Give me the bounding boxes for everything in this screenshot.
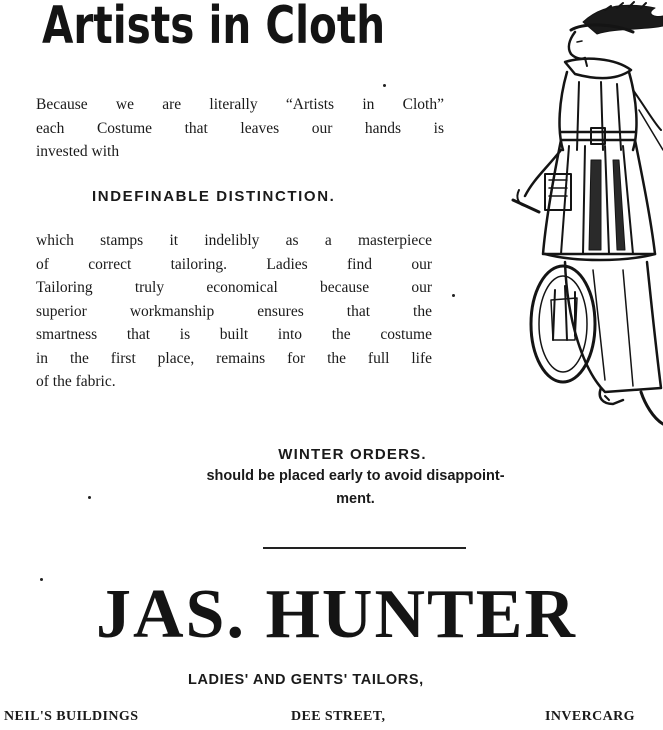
address-town: INVERCARG: [545, 709, 635, 724]
body-line: which stamps it indelibly as a masterpiece: [36, 232, 432, 249]
address-building: NEIL'S BUILDINGS: [4, 709, 139, 724]
intro-line: each Costume that leaves our hands is: [36, 119, 444, 137]
print-speck: [40, 578, 43, 581]
body-line: in the first place, remains for the full life: [36, 349, 432, 367]
intro-line: invested with: [36, 143, 120, 160]
address-street: DEE STREET,: [291, 709, 386, 724]
body-line: of correct tailoring. Ladies find our: [36, 255, 432, 273]
headline: Artists in Cloth: [42, 0, 386, 56]
body-line: superior workmanship ensures that the: [36, 302, 432, 320]
body-line: of the fabric.: [36, 373, 116, 390]
divider-rule: [263, 547, 466, 549]
body-paragraph: [36, 229, 432, 394]
body-line: smartness that is built into the costume: [36, 326, 432, 343]
distinction-heading: INDEFINABLE DISTINCTION.: [92, 188, 336, 205]
intro-line: Because we are literally “Artists in Cloth”: [36, 96, 444, 113]
firm-name: JAS. HUNTER: [96, 576, 577, 653]
fashion-lady-illustration-icon: [505, 0, 663, 430]
print-speck: [383, 84, 386, 87]
winter-orders-line: should be placed early to avoid disappoint-: [206, 468, 505, 484]
winter-orders-title: WINTER ORDERS.: [278, 446, 427, 463]
intro-paragraph: [36, 93, 444, 164]
print-speck: [88, 496, 91, 499]
body-line: Tailoring truly economical because our: [36, 279, 432, 296]
winter-orders-line: ment.: [336, 491, 375, 507]
winter-orders-notice: [158, 446, 553, 509]
print-speck: [452, 294, 455, 297]
trade-description: LADIES' AND GENTS' TAILORS,: [188, 672, 424, 688]
